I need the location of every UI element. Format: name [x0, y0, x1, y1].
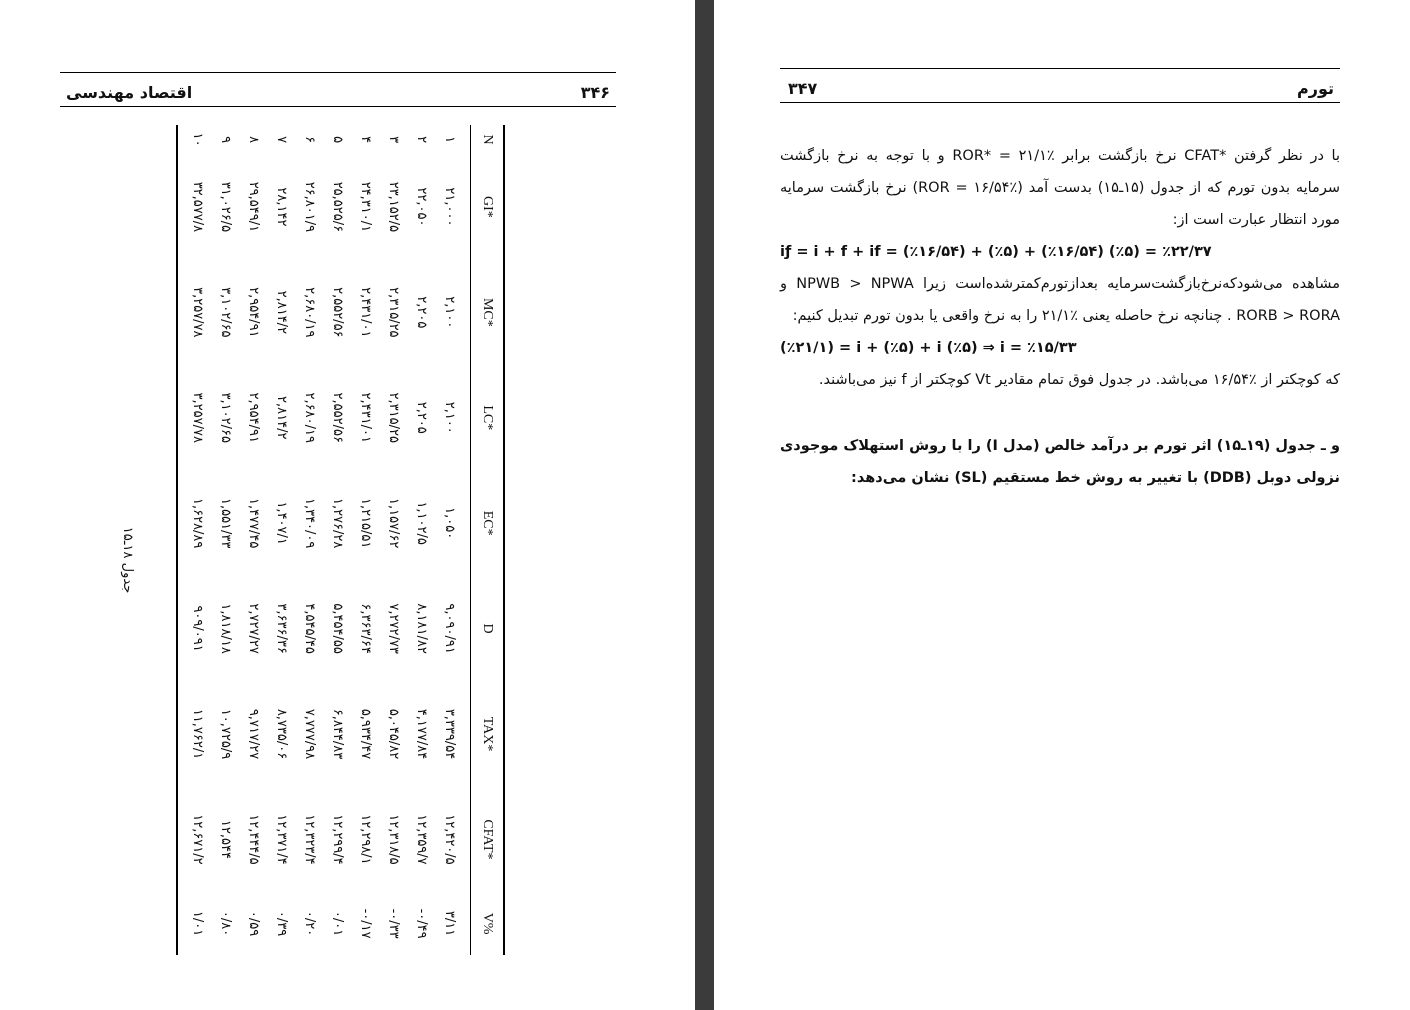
table-cell: ۷,۲۷۲/۷۳: [386, 603, 402, 654]
table-cell: ۲,۳۱۵/۲۵: [386, 392, 402, 443]
table-cell: ۰/۰۱: [330, 910, 346, 937]
table-cell: ۵,۴۵۴/۵۵: [330, 603, 346, 654]
right-page-number: ۳۴۷: [788, 79, 818, 98]
table-cell: ۳/۱۱: [442, 910, 458, 937]
table-cell: ۱۲,۴۴۴/۵: [246, 814, 262, 865]
table-cell: ۲۴,۳۱۰/۱: [358, 181, 374, 233]
table-cell: ۳,۶۳۶/۳۶: [274, 603, 290, 654]
table-cell: ۱۰,۷۲۵/۹: [218, 708, 234, 760]
table-cell: ۲۸,۱۴۲: [274, 187, 290, 227]
table-cell: ۳,۱۰۲/۶۵: [218, 287, 234, 338]
table-cell: ۹۰۹/۰۹۱: [177, 576, 212, 681]
table-cell: ۰/۲۰: [302, 910, 318, 937]
table-cell: ۲,۵۵۲/۵۶: [330, 287, 346, 338]
table-cell: ۲,۱۰۰: [442, 401, 458, 434]
table-cell: ۱۲,۴۲۰/۵: [442, 814, 458, 865]
equation-inflation-rate: iƒ = i + f + if = (٪۱۶/۵۴) + (٪۵) + (٪۱۶/۵۴) (٪۵) = ٪۲۲/۳۷: [780, 244, 1212, 260]
table-cell: ۱,۲۷۶/۲۸: [330, 497, 346, 549]
right-page: [714, 0, 1410, 1010]
table-cell: ۲۳,۱۵۲/۵: [386, 181, 402, 233]
table-cell: ۲۱,۰۰۰: [442, 187, 458, 227]
table-cell: ۲,۲۰۵: [414, 401, 430, 434]
table-cell: ۱۲,۵۴۴: [218, 819, 234, 859]
table-cell: ۳۱,۰۲۶/۵: [218, 181, 234, 233]
table-row: [240, 125, 268, 955]
table-cell: ۴,۱۷۷/۸۴: [414, 708, 430, 760]
book-gutter: [695, 0, 714, 1010]
table-cell: -۰/۱۷: [358, 908, 374, 939]
column-header: D: [471, 576, 505, 681]
table-cell: ۲,۲۰۵: [414, 296, 430, 329]
table-cell: ۶,۳۶۳/۶۴: [358, 603, 374, 654]
table-cell: ۵,۰۴۵/۸۲: [386, 708, 402, 760]
left-page-header: [60, 72, 616, 107]
table-cell: ۸,۷۳۵/۰۶: [274, 708, 290, 760]
table-cell: ۶: [302, 136, 318, 144]
column-header: GI*: [471, 154, 505, 259]
table-cell: ۲,۶۸۰/۱۹: [302, 392, 318, 443]
table-cell: ۱,۰۵۰: [442, 507, 458, 540]
table-cell: ۱,۲۱۵/۵۱: [358, 497, 374, 549]
table-cell: ۱۲,۳۱۸/۵: [386, 814, 402, 865]
table-cell: ۹,۰۹۰/۹۱: [442, 603, 458, 654]
table-cell: ۱: [442, 136, 458, 144]
table-cell: ۱,۶۲۸/۸۹: [177, 470, 212, 575]
table-row: [436, 125, 471, 955]
table-row: [408, 125, 436, 955]
column-header: EC*: [471, 470, 505, 575]
table-cell: ۲,۵۵۲/۵۶: [330, 392, 346, 443]
table-cell: ۲: [414, 136, 430, 144]
table-cell: ۱,۱۰۲/۵: [414, 501, 430, 545]
rotated-table: [175, 125, 505, 955]
table-row: [352, 125, 380, 955]
table-cell: ۰/۸۰: [218, 910, 234, 937]
table-cell: ۹: [218, 136, 234, 144]
table-cell: ۱,۴۰۷/۱: [274, 501, 290, 545]
table-cell: ۱,۴۷۷/۴۵: [246, 497, 262, 549]
left-page-title: اقتصاد مهندسی: [66, 83, 193, 102]
table-cell: ۲۲,۰۵۰: [414, 187, 430, 227]
table-cell: -۰/۳۳: [386, 908, 402, 939]
column-header: TAX*: [471, 681, 505, 786]
table-cell: ۲,۱۰۰: [442, 296, 458, 329]
table-cell: ۳,۱۰۲/۶۵: [218, 392, 234, 443]
table-cell: ۱,۱۵۷/۶۲: [386, 497, 402, 549]
table-caption: جدول ۱۸ـ۱۵: [120, 526, 135, 594]
paragraph-next-table: و ـ جدول (۱۹ـ۱۵) اثر تورم بر درآمد خالص (مدل I) را با روش استهلاک موجودی نزولی دوبل (DDB) با تغییر به روش خط مستقیم (SL) نشان می‌دهد:: [780, 438, 1340, 486]
table-cell: ۳,۲۵۷/۷۸: [177, 260, 212, 365]
table-body: [177, 125, 471, 955]
table-cell: ۴,۵۴۵/۴۵: [302, 603, 318, 654]
table-cell: ۲,۳۱۵/۲۵: [386, 287, 402, 338]
table-cell: ۱۲,۶۷۱/۲: [177, 787, 212, 892]
column-header: MC*: [471, 260, 505, 365]
table-cell: ۱۲,۳۷۱/۴: [274, 814, 290, 865]
table-cell: ۵: [330, 136, 346, 144]
table-cell: ۳,۲۵۷/۷۸: [177, 365, 212, 470]
table-cell: ۳۲,۵۷۷/۸: [177, 154, 212, 259]
table-cell: ۱۰: [177, 125, 212, 154]
table-row: [380, 125, 408, 955]
paragraph-observation: مشاهده می‌شودکه‌نرخ‌بازگشت‌سرمایه بعدازتورم‌کمترشده‌است زیرا NPWB > NPWA و RORB > RORA . چنانچه نرخ حاصله یعنی ٪۲۱/۱ را به نرخ واقعی یا بدون تورم تبدیل کنیم:: [780, 276, 1341, 324]
table-cell: ۰/۵۹: [246, 910, 262, 937]
table-cell: ۱,۵۵۱/۳۳: [218, 497, 234, 549]
table-cell: ۲,۸۱۴/۲: [274, 290, 290, 335]
table-cell: ۱۲,۲۹۹/۴: [330, 814, 346, 865]
table-header-row: [471, 125, 505, 955]
table-cell: ۲,۹۵۴/۹۱: [246, 392, 262, 443]
table-row: [324, 125, 352, 955]
table-cell: ۸: [246, 136, 262, 144]
table-row: [212, 125, 240, 955]
table-cell: ۸,۱۸۱/۸۲: [414, 603, 430, 654]
table-cell: ۱۲,۳۲۳/۴: [302, 814, 318, 865]
table-cell: ۱/۰۱: [177, 892, 212, 955]
column-header: LC*: [471, 365, 505, 470]
left-page: [0, 0, 695, 1010]
table-cell: ۷: [274, 136, 290, 144]
table-cell: -۰/۴۹: [414, 908, 430, 939]
table-cell: ۲,۴۳۱/۰۱: [358, 392, 374, 443]
table-cell: ۳,۳۳۹/۵۴: [442, 708, 458, 760]
column-header: N: [471, 125, 505, 154]
table-cell: ۹,۷۱۷/۲۷: [246, 708, 262, 760]
table-cell: ۶,۸۴۴/۸۳: [330, 708, 346, 760]
table-cell: ۲۶,۸۰۱/۹: [302, 181, 318, 233]
table-cell: ۱,۸۱۸/۱۸: [218, 603, 234, 654]
table-cell: ۰/۳۹: [274, 910, 290, 937]
data-table: [176, 125, 505, 955]
right-page-header: [780, 68, 1340, 103]
body-text: [780, 140, 1340, 494]
table-row: [177, 125, 212, 955]
left-page-number: ۳۴۶: [580, 83, 610, 102]
column-header: CFAT*: [471, 787, 505, 892]
table-cell: ۱۲,۳۵۹/۷: [414, 814, 430, 865]
table-cell: ۲,۴۳۱/۰۱: [358, 287, 374, 338]
table-cell: ۵,۹۳۴/۴۷: [358, 708, 374, 760]
paragraph-conclusion: که کوچکتر از ٪۱۶/۵۴ می‌باشد. در جدول فوق تمام مقادیر Vt کوچکتر از f نیز می‌باشند.: [818, 372, 1340, 388]
table-cell: ۳: [386, 136, 402, 144]
table-cell: ۲,۹۵۴/۹۱: [246, 287, 262, 338]
table-row: [268, 125, 296, 955]
table-cell: ۲,۸۱۴/۲: [274, 396, 290, 440]
table-cell: ۴: [358, 136, 374, 144]
table-cell: ۲۹,۵۴۹/۱: [246, 181, 262, 233]
table-cell: ۲,۷۲۷/۲۷: [246, 603, 262, 654]
table-cell: ۲,۶۸۰/۱۹: [302, 287, 318, 338]
table-cell: ۱۲,۲۹۸/۱: [358, 814, 374, 865]
column-header: V%: [471, 892, 505, 955]
table-cell: ۱۱,۷۶۲/۱: [177, 681, 212, 786]
table-cell: ۷,۷۷۷/۹۸: [302, 708, 318, 760]
table-cell: ۱,۳۴۰/۰۹: [302, 497, 318, 549]
right-page-title: تورم: [1297, 79, 1334, 98]
equation-real-rate: (٪۲۱/۱) = i + (٪۵) + i (٪۵) ⇒ i = ٪۱۵/۳۳: [780, 340, 1077, 356]
table-cell: ۲۵,۵۲۵/۶: [330, 181, 346, 233]
paragraph-intro: با در نظر گرفتن *CFAT نرخ بازگشت برابر ٪۲۱/۱ = *ROR و با توجه به نرخ بازگشت سرمایه بدون تورم که از جدول (۱۵ـ۱۵) بدست آمد (٪۱۶/۵۴ = ROR) نرخ بازگشت سرمایه مورد انتظار عبارت است از:: [780, 148, 1341, 228]
table-row: [296, 125, 324, 955]
